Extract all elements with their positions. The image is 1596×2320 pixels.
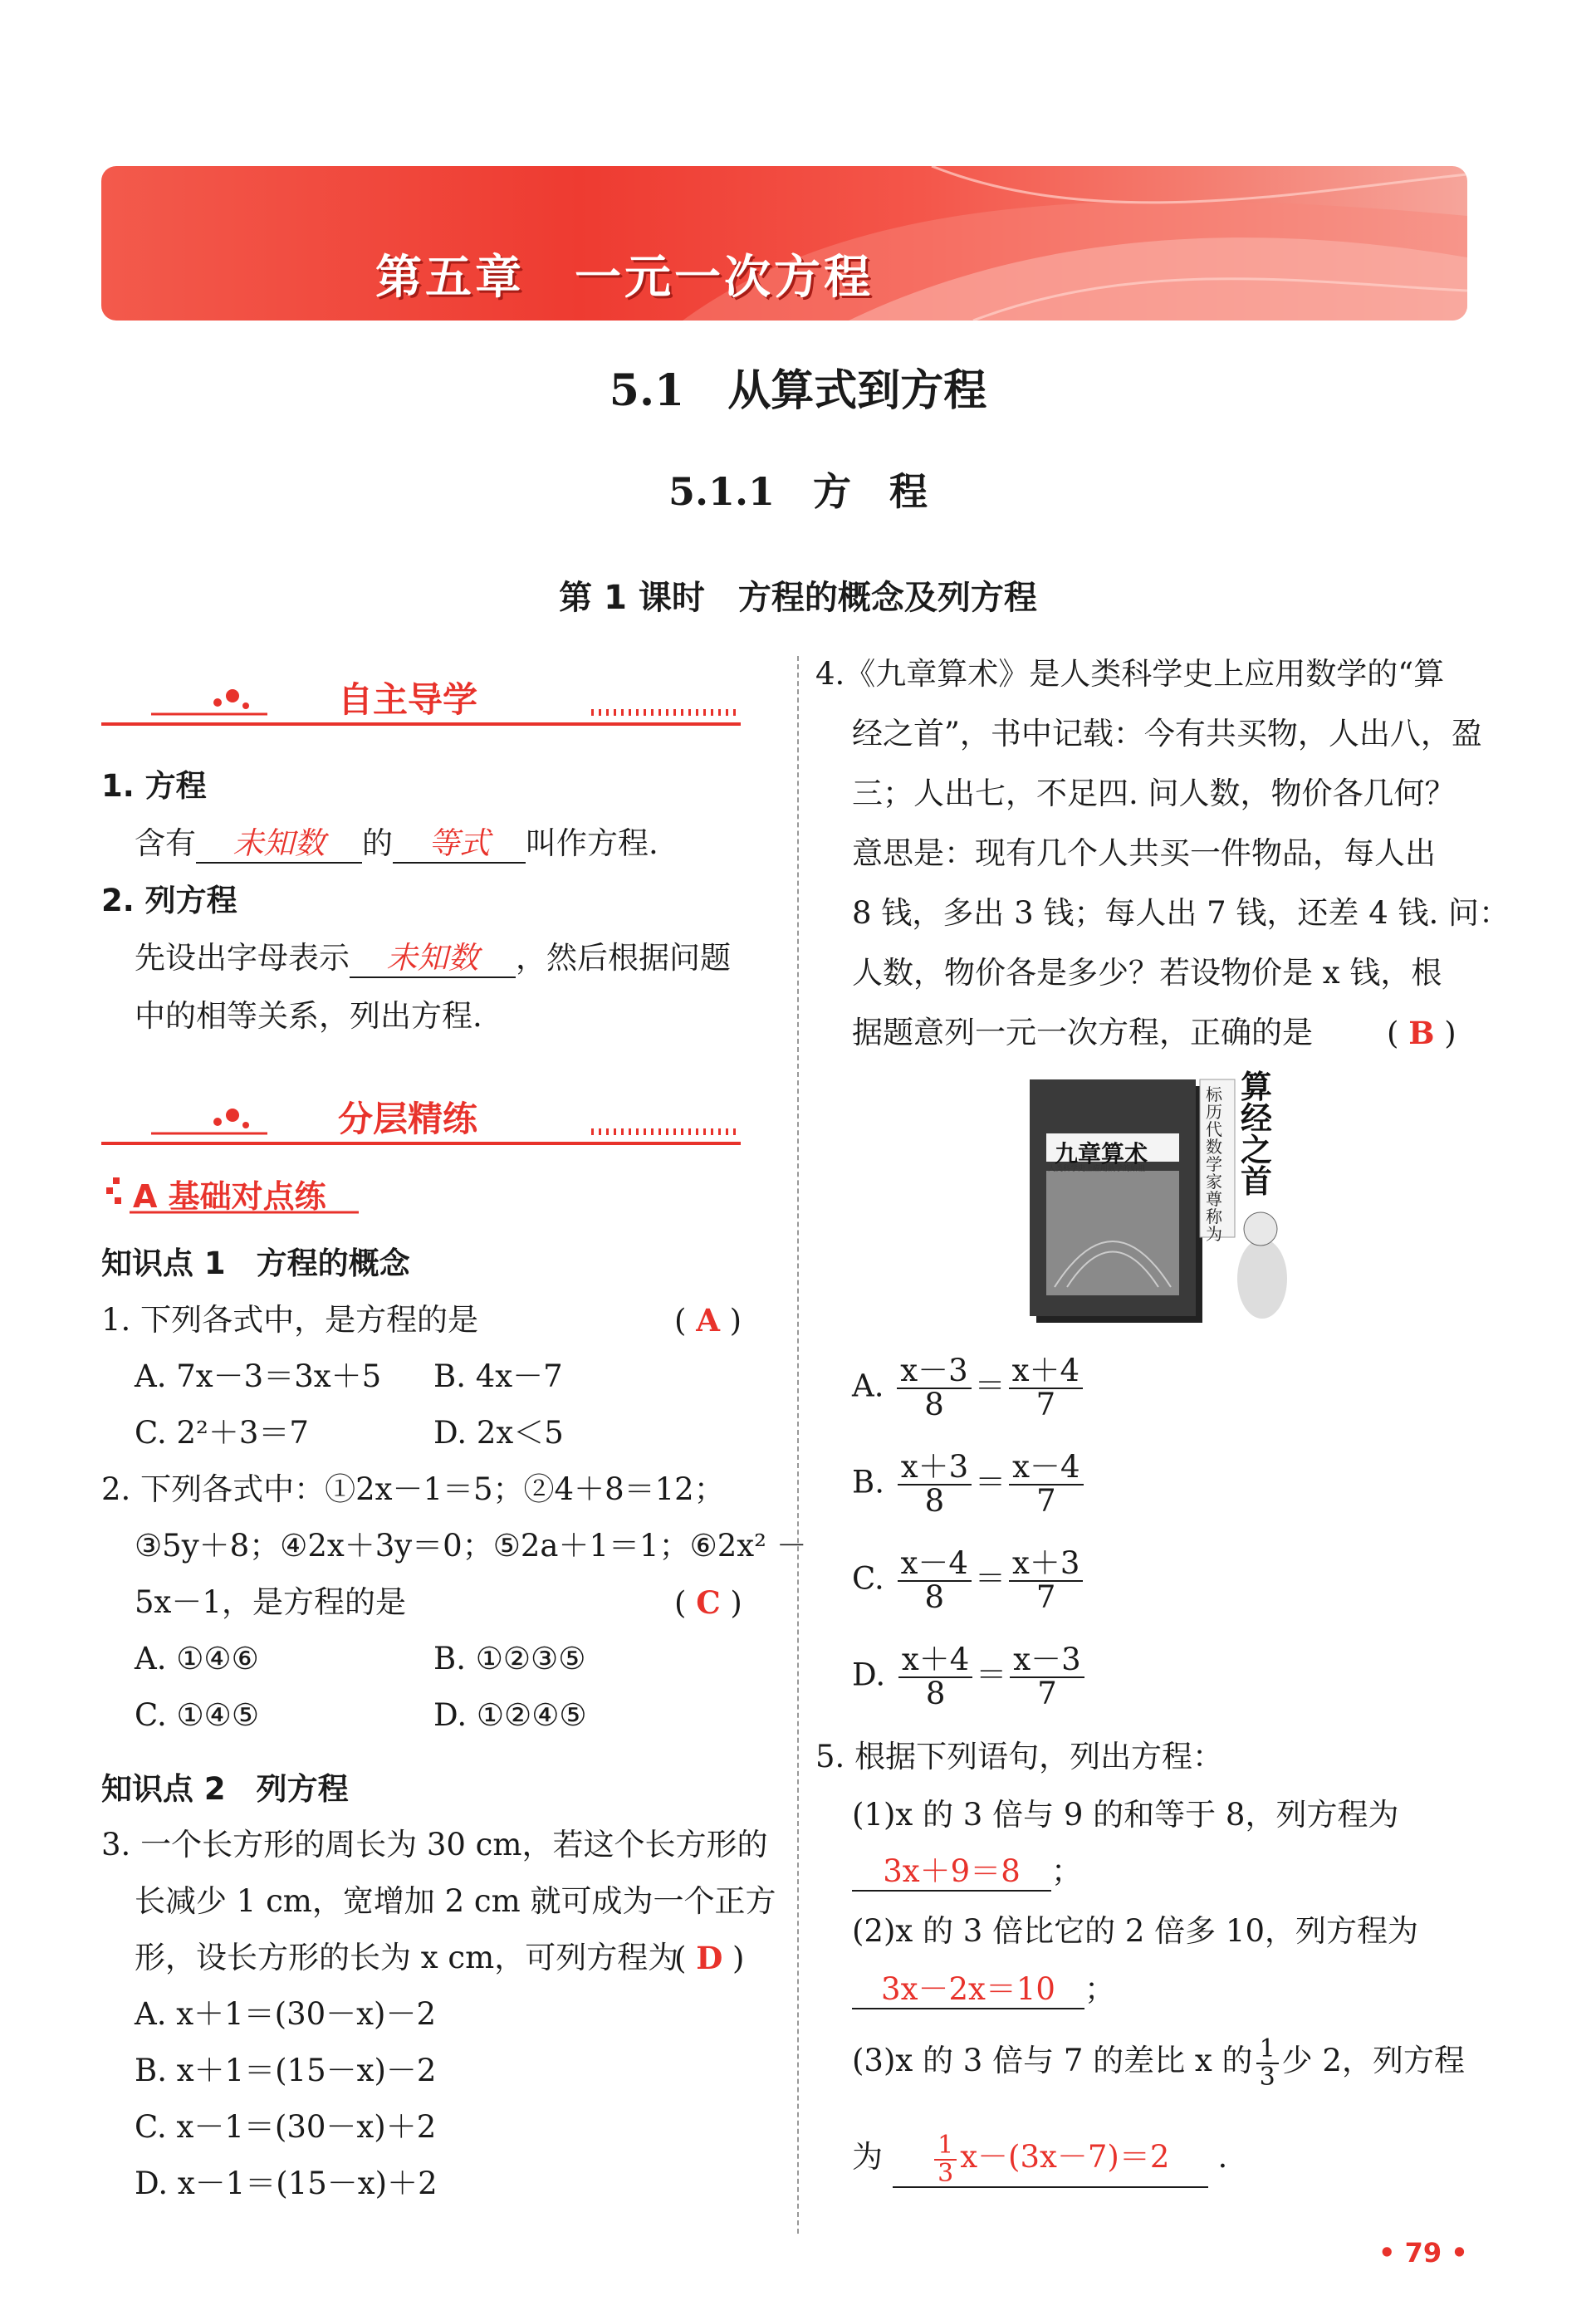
q1-answer: ( A ) bbox=[674, 1302, 742, 1339]
section-title: 5.1 从算式到方程 bbox=[609, 365, 987, 416]
practice-heading: 分层精练 bbox=[338, 1099, 478, 1139]
knowledge-point-2: 知识点 2 列方程 bbox=[101, 1771, 349, 1807]
book-strip-text: 标历代数学家尊称为 bbox=[1206, 1084, 1222, 1244]
q5-part2: (2)x 的 3 倍比它的 2 倍多 10，列方程为 bbox=[852, 1913, 1419, 1949]
q1-option-c: C. 2²＋3＝7 bbox=[135, 1415, 309, 1451]
answer-blank: 3x＋9＝8 bbox=[852, 1853, 1051, 1892]
q3-line3: 形，设长方形的长为 x cm，可列方程为 bbox=[135, 1940, 679, 1975]
q4-answer: ( B ) bbox=[1387, 1015, 1456, 1051]
q2-line3: 5x－1，是方程的是 bbox=[135, 1584, 406, 1620]
q2-line1: 2. 下列各式中：①2x－1＝5；②4＋8＝12； bbox=[101, 1471, 725, 1507]
q3-line1: 3. 一个长方形的周长为 30 cm，若这个长方形的 bbox=[101, 1827, 768, 1862]
q3-option-b: B. x＋1＝(15－x)－2 bbox=[135, 2053, 437, 2088]
q1-option-a: A. 7x－3＝3x＋5 bbox=[135, 1358, 382, 1394]
chapter-banner bbox=[101, 166, 1467, 321]
q4-option-d: D. $\frac{x+4}{8}$ ＝ $\frac{x-3}{7}$ bbox=[852, 1644, 1088, 1711]
fraction: $\frac{1}{3}$ bbox=[934, 2132, 957, 2186]
q5-answer3-line: 为 $\frac{1}{3}$ x－(3x－7)＝2 . bbox=[852, 2131, 1228, 2188]
fraction: $\frac{x-4}{7}$ bbox=[1009, 1451, 1083, 1518]
level-tag bbox=[101, 1169, 367, 1214]
chapter-title: 第五章 一元一次方程 bbox=[375, 251, 874, 305]
column-divider bbox=[797, 656, 799, 2234]
q2-option-d: D. ①②④⑤ bbox=[433, 1697, 587, 1733]
q2-option-c: C. ①④⑤ bbox=[135, 1697, 260, 1733]
q4-line1: 4.《九章算术》是人类科学史上应用数学的“算 bbox=[815, 656, 1445, 692]
fraction: $\frac{x+4}{7}$ bbox=[1009, 1355, 1083, 1422]
q5-part1: (1)x 的 3 倍与 9 的和等于 8，列方程为 bbox=[852, 1797, 1399, 1833]
book-image bbox=[1030, 1068, 1295, 1329]
q3-line2: 长减少 1 cm，宽增加 2 cm 就可成为一个正方 bbox=[135, 1883, 776, 1919]
q3-option-a: A. x＋1＝(30－x)－2 bbox=[135, 1996, 437, 2032]
item2-line2: 中的相等关系，列出方程. bbox=[135, 998, 482, 1034]
q1-option-b: B. 4x－7 bbox=[433, 1358, 563, 1394]
book-title: 九章算术 bbox=[1055, 1140, 1148, 1167]
q4-option-c: C. $\frac{x-4}{8}$ ＝ $\frac{x+3}{7}$ bbox=[852, 1548, 1086, 1614]
practice-section-header bbox=[101, 1092, 745, 1150]
q1-stem: 1. 下列各式中，是方程的是 bbox=[101, 1302, 479, 1338]
q2-line2: ③5y＋8；④2x＋3y＝0；⑤2a＋1＝1；⑥2x² － bbox=[135, 1528, 807, 1564]
q5-part3: (3)x 的 3 倍与 7 的差比 x 的 $\frac{1}{3}$ 少 2，列方程 bbox=[852, 2034, 1465, 2092]
fraction: $\frac{1}{3}$ bbox=[1256, 2036, 1279, 2090]
book-side-title: 算经之首 bbox=[1241, 1068, 1273, 1200]
q4-line6: 人数，物价各是多少？若设物价是 x 钱，根 bbox=[852, 955, 1442, 991]
knowledge-point-1: 知识点 1 方程的概念 bbox=[101, 1246, 410, 1281]
q2-answer: ( C ) bbox=[674, 1584, 742, 1621]
lesson-title: 第 1 课时 方程的概念及列方程 bbox=[559, 579, 1037, 617]
item1-title: 1. 方程 bbox=[101, 768, 207, 804]
q4-line2: 经之首”，书中记载：今有共买物，人出八，盈 bbox=[852, 716, 1482, 751]
q4-line3: 三；人出七，不足四. 问人数，物价各几何？ bbox=[852, 776, 1456, 811]
q4-option-b: B. $\frac{x+3}{8}$ ＝ $\frac{x-4}{7}$ bbox=[852, 1451, 1087, 1518]
q4-line5: 8 钱，多出 3 钱；每人出 7 钱，还差 4 钱. 问： bbox=[852, 895, 1510, 931]
fraction: $\frac{x-4}{8}$ bbox=[898, 1548, 972, 1614]
subsection-title: 5.1.1 方 程 bbox=[668, 469, 928, 514]
q3-option-c: C. x－1＝(30－x)＋2 bbox=[135, 2109, 437, 2145]
q4-line7: 据题意列一元一次方程，正确的是 bbox=[852, 1015, 1313, 1050]
q1-option-d: D. 2x＜5 bbox=[433, 1415, 564, 1451]
answer-blank: $\frac{1}{3}$ x－(3x－7)＝2 bbox=[893, 2132, 1208, 2188]
q2-option-a: A. ①④⑥ bbox=[135, 1641, 259, 1676]
q4-option-a: A. $\frac{x-3}{8}$ ＝ $\frac{x+4}{7}$ bbox=[852, 1355, 1086, 1422]
answer-blank: 3x－2x＝10 bbox=[852, 1971, 1084, 2009]
answer-blank: 未知数 bbox=[196, 825, 362, 864]
fraction: $\frac{x-3}{7}$ bbox=[1010, 1644, 1084, 1711]
fraction: $\frac{x+3}{7}$ bbox=[1009, 1548, 1083, 1614]
fraction: $\frac{x-3}{8}$ bbox=[897, 1355, 971, 1422]
answer-blank: 等式 bbox=[393, 825, 526, 864]
page-number: • 79 • bbox=[1378, 2237, 1468, 2269]
level-label: A 基础对点练 bbox=[133, 1178, 326, 1215]
answer-blank: 未知数 bbox=[350, 940, 516, 978]
q3-option-d: D. x－1＝(15－x)＋2 bbox=[135, 2166, 438, 2201]
study-heading: 自主导学 bbox=[338, 679, 478, 720]
fraction: $\frac{x+3}{8}$ bbox=[898, 1451, 972, 1518]
q5-stem: 5. 根据下列语句，列出方程： bbox=[815, 1739, 1224, 1774]
study-section-header bbox=[101, 673, 745, 731]
item2-line: 先设出字母表示 未知数 ，然后根据问题 bbox=[135, 940, 731, 978]
q5-answer2-line: 3x－2x＝10 ； bbox=[852, 1971, 1115, 2009]
q3-answer: ( D ) bbox=[674, 1940, 745, 1976]
fraction: $\frac{x+4}{8}$ bbox=[898, 1644, 972, 1711]
q5-answer1-line: 3x＋9＝8 ； bbox=[852, 1853, 1082, 1892]
item2-title: 2. 列方程 bbox=[101, 883, 237, 918]
item1-line: 含有 未知数 的 等式 叫作方程. bbox=[135, 825, 658, 864]
book-subtitle: 人类科学史上应用数学的始祖 bbox=[1048, 1165, 1146, 1173]
q4-line4: 意思是：现有几个人共买一件物品，每人出 bbox=[852, 835, 1436, 871]
q2-option-b: B. ①②③⑤ bbox=[433, 1641, 586, 1676]
